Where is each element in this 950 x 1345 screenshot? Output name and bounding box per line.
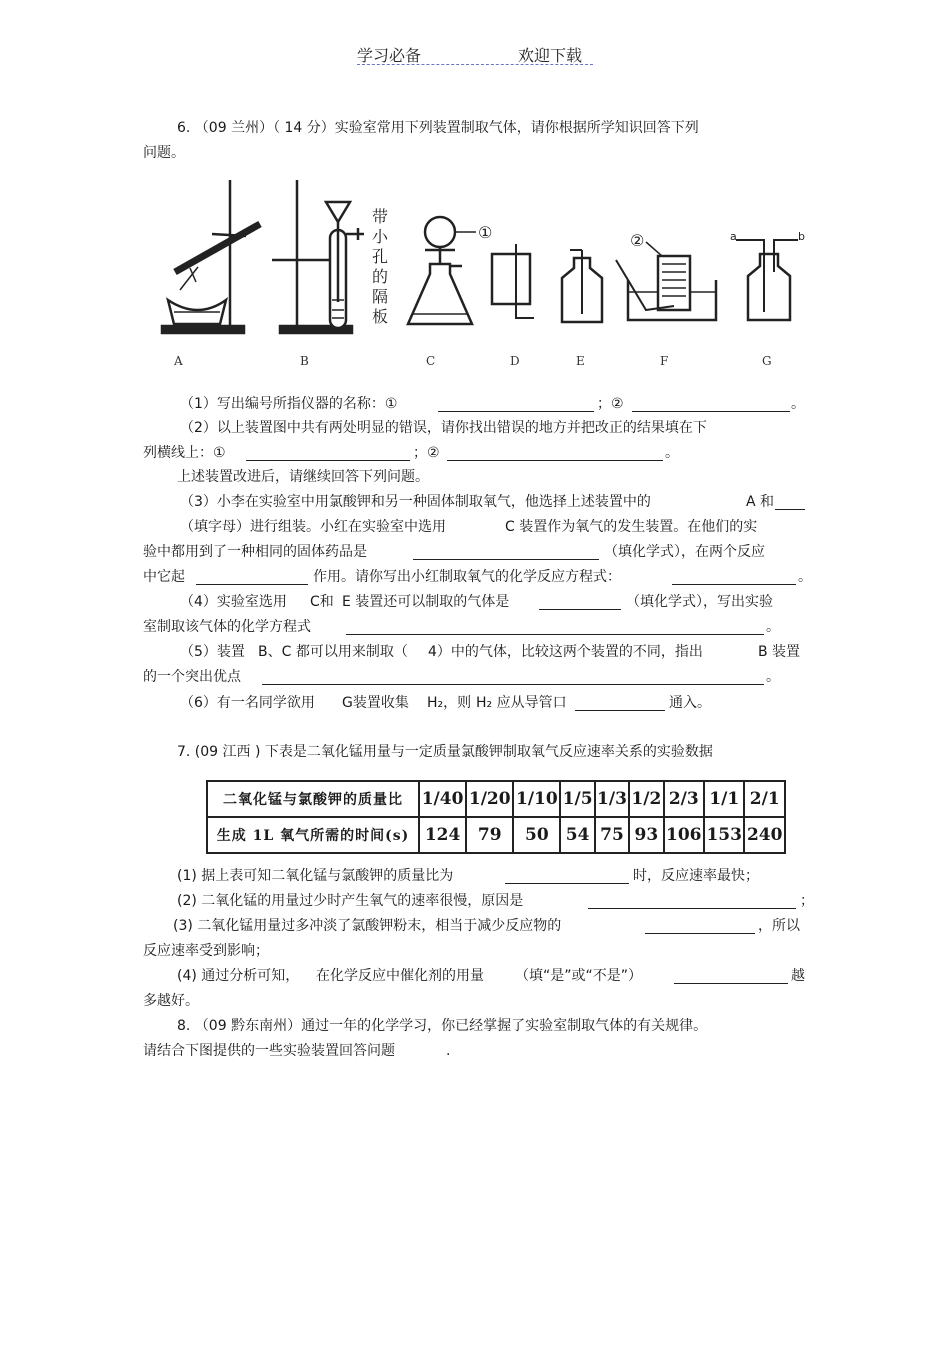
table-row bbox=[207, 781, 785, 817]
ratio-cell: 1/2 bbox=[629, 781, 663, 817]
header-divider bbox=[357, 64, 593, 65]
q6-p6-e: 通入。 bbox=[669, 695, 711, 711]
time-cell: 75 bbox=[595, 817, 629, 853]
q6-p1-text: （1）写出编号所指仪器的名称：① bbox=[180, 396, 398, 412]
q7-s4-e: 多越好。 bbox=[143, 993, 199, 1009]
q6-p1-blank2[interactable] bbox=[632, 397, 790, 412]
q7-s4-d: 越 bbox=[791, 968, 805, 984]
q7-s2-b: ； bbox=[800, 893, 814, 909]
apparatus-d bbox=[492, 244, 534, 318]
q6-p3-blank4[interactable] bbox=[672, 570, 796, 585]
q6-p4-a: （4）实验室选用 bbox=[180, 594, 287, 610]
label-d: D bbox=[510, 354, 520, 368]
time-cell: 79 bbox=[466, 817, 513, 853]
q6-p3-d: C 装置作为氧气的发生装置。在他们的实 bbox=[505, 519, 758, 535]
header-left: 学习必备 bbox=[357, 46, 422, 65]
q6-p2-line1: （2）以上装置图中共有两处明显的错误，请你找出错误的地方并把改正的结果填在下 bbox=[180, 420, 707, 436]
table-row bbox=[207, 817, 785, 853]
time-cell: 93 bbox=[629, 817, 663, 853]
q6-p5-a: （5）装置 bbox=[180, 644, 245, 660]
svg-text:板: 板 bbox=[372, 307, 389, 326]
q6-p3-c: （填字母）进行组装。小红在实验室中选用 bbox=[180, 519, 446, 535]
q7-intro: 7. (09 江西 ) 下表是二氧化锰用量与一定质量氯酸钾制取氧气反应速率关系的实验数据 bbox=[177, 744, 713, 760]
q6-p5-e: 的一个突出优点 bbox=[143, 669, 241, 685]
mark-1: ① bbox=[478, 223, 493, 242]
q6-p1-blank1[interactable] bbox=[438, 397, 594, 412]
q7-s1-b: 时，反应速率最快； bbox=[633, 868, 759, 884]
q6-p5-blank[interactable] bbox=[262, 670, 764, 685]
q7-s4-blank[interactable] bbox=[674, 969, 788, 984]
q6-p3-b: A 和 bbox=[746, 494, 775, 510]
q8-dot: . bbox=[446, 1043, 451, 1059]
time-cell: 240 bbox=[744, 817, 785, 853]
q6-p6-blank[interactable] bbox=[575, 696, 665, 711]
q6-p2-sep: ；② bbox=[413, 445, 440, 461]
q6-p2-end: 。 bbox=[665, 445, 679, 461]
apparatus-e bbox=[562, 250, 602, 322]
svg-text:小: 小 bbox=[372, 227, 389, 246]
time-cell: 54 bbox=[560, 817, 594, 853]
q6-p4-e: 室制取该气体的化学方程式 bbox=[143, 619, 311, 635]
ratio-cell: 2/1 bbox=[744, 781, 785, 817]
q6-p4-c: E 装置还可以制取的气体是 bbox=[342, 594, 510, 610]
q7-s1-a: (1) 据上表可知二氧化锰与氯酸钾的质量比为 bbox=[177, 868, 454, 884]
label-c: C bbox=[426, 354, 436, 368]
rate-table bbox=[206, 780, 786, 854]
time-cell: 50 bbox=[513, 817, 560, 853]
q6-line2: 问题。 bbox=[143, 145, 185, 161]
label-b: B bbox=[300, 354, 309, 368]
q6-p3-h: 作用。请你写出小红制取氧气的化学反应方程式： bbox=[313, 569, 621, 585]
q6-p3-blank2[interactable] bbox=[413, 545, 599, 560]
q7-s3-blank[interactable] bbox=[645, 919, 755, 934]
time-cell: 124 bbox=[419, 817, 466, 853]
q6-note: 上述装置改进后，请继续回答下列问题。 bbox=[177, 469, 429, 485]
q6-p5-b: B、C 都可以用来制取（ bbox=[258, 644, 408, 660]
time-cell: 106 bbox=[664, 817, 704, 853]
q6-p1-sep: ；② bbox=[597, 396, 624, 412]
q7-s4-a: (4) 通过分析可知， bbox=[177, 968, 300, 984]
time-cell: 153 bbox=[704, 817, 744, 853]
q6-p1-end: 。 bbox=[791, 396, 805, 412]
q6-p6-b: G装置收集 bbox=[342, 695, 409, 711]
apparatus-f bbox=[616, 256, 716, 320]
q6-p3-f: （填化学式），在两个反应 bbox=[604, 544, 765, 560]
label-a: A bbox=[174, 354, 183, 368]
q6-p3-a: （3）小李在实验室中用氯酸钾和另一种固体制取氧气，他选择上述装置中的 bbox=[180, 494, 651, 510]
svg-text:孔: 孔 bbox=[372, 247, 389, 266]
svg-text:的: 的 bbox=[372, 267, 389, 286]
q7-s2-blank[interactable] bbox=[588, 894, 796, 909]
q6-p4-d: （填化学式），写出实验 bbox=[626, 594, 773, 610]
q6-p5-c: 4）中的气体，比较这两个装置的不同，指出 bbox=[428, 644, 703, 660]
apparatus-g bbox=[736, 240, 798, 320]
q6-p3-i: 。 bbox=[798, 569, 812, 585]
ratio-cell: 1/20 bbox=[466, 781, 513, 817]
q6-p4-blank1[interactable] bbox=[539, 595, 621, 610]
q7-s4-c: （填“是”或“不是”） bbox=[515, 968, 643, 984]
ratio-cell: 1/1 bbox=[704, 781, 744, 817]
label-g: G bbox=[762, 354, 772, 368]
q6-p2-blank2[interactable] bbox=[447, 446, 663, 461]
q7-s2-a: (2) 二氧化锰的用量过少时产生氧气的速率很慢，原因是 bbox=[177, 893, 524, 909]
q7-s4-b: 在化学反应中催化剂的用量 bbox=[316, 968, 484, 984]
ratio-cell: 1/3 bbox=[595, 781, 629, 817]
q7-s3-c: 反应速率受到影响； bbox=[143, 943, 269, 959]
q6-p3-g: 中它起 bbox=[143, 569, 185, 585]
label-e: E bbox=[576, 354, 585, 368]
ratio-cell: 1/5 bbox=[560, 781, 594, 817]
q8-line1: 8. （09 黔东南州）通过一年的化学学习，你已经掌握了实验室制取气体的有关规律。 bbox=[177, 1018, 708, 1034]
apparatus-a bbox=[162, 180, 260, 333]
q6-p3-blank3[interactable] bbox=[196, 570, 308, 585]
ratio-cell: 1/10 bbox=[513, 781, 560, 817]
porous-plate-label-1: 带 bbox=[372, 207, 389, 226]
label-f: F bbox=[660, 354, 669, 368]
q6-p2-prefix: 列横线上：① bbox=[143, 445, 226, 461]
q6-p6-d: H₂ 应从导管口 bbox=[476, 695, 567, 711]
header-right: 欢迎下载 bbox=[518, 46, 583, 65]
q6-p5-d: B 装置 bbox=[758, 644, 801, 660]
apparatus-c bbox=[408, 217, 476, 324]
q6-p6-a: （6）有一名同学欲用 bbox=[180, 695, 315, 711]
mark-2: ② bbox=[630, 231, 645, 250]
ratio-cell: 1/40 bbox=[419, 781, 466, 817]
q6-line1: 6. （09 兰州）（ 14 分）实验室常用下列装置制取气体，请你根据所学知识回答下列 bbox=[177, 120, 699, 136]
q6-p6-c: H₂，则 bbox=[427, 695, 472, 711]
ratio-cell: 2/3 bbox=[664, 781, 704, 817]
q6-p4-blank2[interactable] bbox=[346, 620, 764, 635]
apparatus-figure bbox=[150, 172, 810, 372]
q6-p5-f: 。 bbox=[766, 669, 780, 685]
port-b: b bbox=[798, 230, 805, 243]
row1-label: 二氧化锰与氯酸钾的质量比 bbox=[207, 781, 419, 817]
port-a: a bbox=[730, 230, 737, 243]
q6-p2-blank1[interactable] bbox=[246, 446, 410, 461]
q7-s3-a: (3) 二氧化锰用量过多冲淡了氯酸钾粉末，相当于减少反应物的 bbox=[173, 918, 562, 934]
q6-p3-blank1[interactable] bbox=[775, 495, 805, 510]
q8-line2: 请结合下图提供的一些实验装置回答问题 bbox=[143, 1043, 395, 1059]
q7-s3-b: ，所以 bbox=[758, 918, 800, 934]
q6-p4-f: 。 bbox=[766, 619, 780, 635]
q7-s1-blank[interactable] bbox=[505, 869, 629, 884]
row2-label: 生成 1L 氧气所需的时间(s) bbox=[207, 817, 419, 853]
apparatus-b bbox=[272, 180, 364, 333]
q6-p3-e: 验中都用到了一种相同的固体药品是 bbox=[143, 544, 367, 560]
svg-text:隔: 隔 bbox=[372, 287, 389, 306]
q6-p4-b: C和 bbox=[310, 594, 334, 610]
